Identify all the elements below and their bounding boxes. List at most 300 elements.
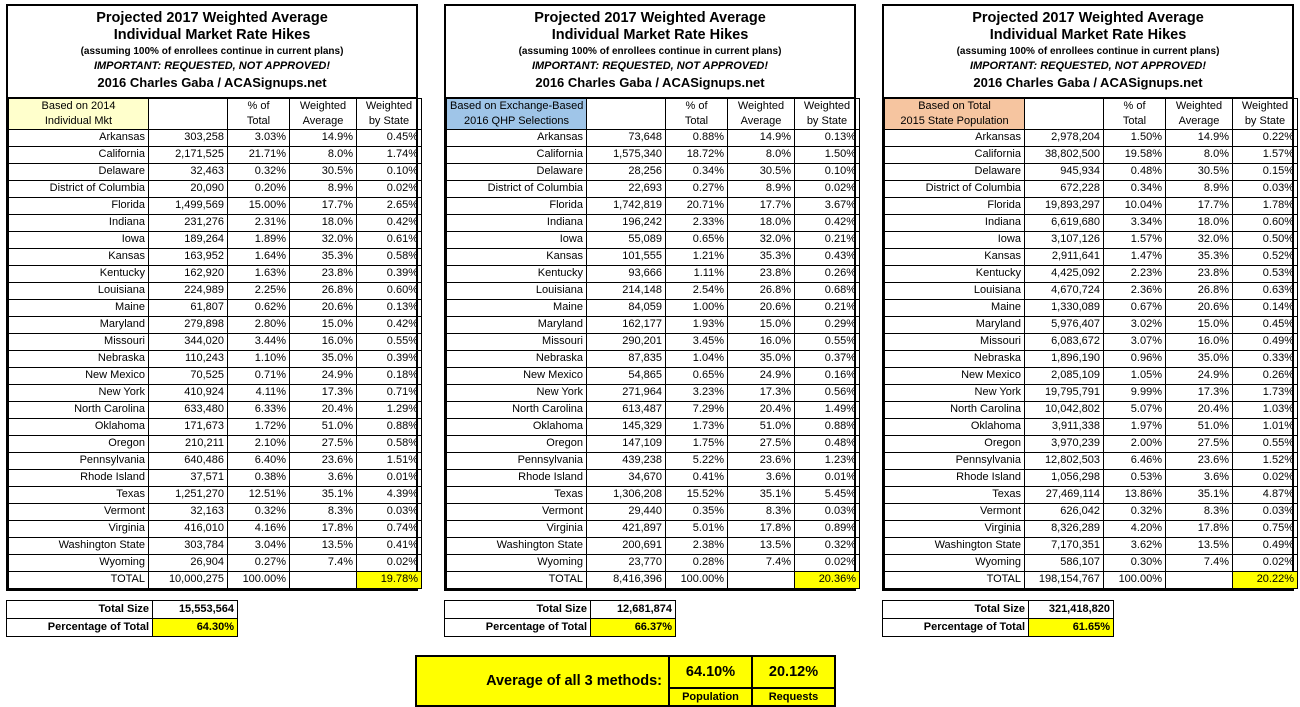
row-weighted-by-state: 1.51% (357, 452, 422, 469)
row-pct-of-total: 2.23% (1104, 265, 1166, 282)
row-enrollees: 271,964 (587, 384, 666, 401)
panel-title (444, 4, 856, 98)
row-state: Texas (885, 486, 1025, 503)
row-weighted-average: 8.0% (290, 146, 357, 163)
row-weighted-by-state: 0.45% (1233, 316, 1298, 333)
row-state: Texas (9, 486, 149, 503)
table-row (9, 486, 422, 503)
table-row (9, 299, 422, 316)
row-weighted-by-state: 0.32% (795, 537, 860, 554)
row-state: California (447, 146, 587, 163)
row-weighted-by-state: 0.22% (1233, 129, 1298, 146)
total-weighted-by-state: 20.22% (1233, 571, 1298, 588)
row-pct-of-total: 0.38% (228, 469, 290, 486)
row-state: Iowa (9, 231, 149, 248)
row-weighted-by-state: 0.61% (357, 231, 422, 248)
row-enrollees: 19,795,791 (1025, 384, 1104, 401)
table-row (9, 248, 422, 265)
row-weighted-by-state: 0.10% (357, 163, 422, 180)
title-line-5: 2016 Charles Gaba / ACASignups.net (535, 75, 765, 91)
total-weighted-by-state: 19.78% (357, 571, 422, 588)
row-pct-of-total: 1.05% (1104, 367, 1166, 384)
row-weighted-average: 13.5% (1166, 537, 1233, 554)
row-pct-of-total: 1.93% (666, 316, 728, 333)
row-pct-of-total: 1.04% (666, 350, 728, 367)
row-pct-of-total: 0.65% (666, 367, 728, 384)
table-row (9, 163, 422, 180)
table-row (9, 231, 422, 248)
row-weighted-average: 35.1% (290, 486, 357, 503)
row-weighted-average: 15.0% (1166, 316, 1233, 333)
row-pct-of-total: 1.10% (228, 350, 290, 367)
row-enrollees: 1,306,208 (587, 486, 666, 503)
row-pct-of-total: 0.35% (666, 503, 728, 520)
data-table (8, 98, 422, 589)
row-weighted-by-state: 0.60% (357, 282, 422, 299)
total-enrollees: 8,416,396 (587, 571, 666, 588)
row-enrollees: 640,486 (149, 452, 228, 469)
table-total-row (885, 571, 1298, 588)
row-pct-of-total: 0.34% (1104, 180, 1166, 197)
row-pct-of-total: 0.71% (228, 367, 290, 384)
row-enrollees: 2,911,641 (1025, 248, 1104, 265)
row-weighted-average: 35.0% (1166, 350, 1233, 367)
row-weighted-by-state: 0.26% (1233, 367, 1298, 384)
row-enrollees: 12,802,503 (1025, 452, 1104, 469)
row-pct-of-total: 0.48% (1104, 163, 1166, 180)
row-enrollees: 171,673 (149, 418, 228, 435)
table-row (9, 435, 422, 452)
row-pct-of-total: 1.64% (228, 248, 290, 265)
row-pct-of-total: 6.33% (228, 401, 290, 418)
row-weighted-average: 30.5% (728, 163, 795, 180)
header-enrollees (149, 98, 228, 129)
table-row (885, 146, 1298, 163)
row-weighted-average: 8.3% (290, 503, 357, 520)
row-weighted-by-state: 1.01% (1233, 418, 1298, 435)
row-pct-of-total: 4.20% (1104, 520, 1166, 537)
row-weighted-by-state: 0.74% (357, 520, 422, 537)
title-line-1: Projected 2017 Weighted Average (96, 10, 328, 26)
row-weighted-by-state: 1.74% (357, 146, 422, 163)
row-pct-of-total: 1.73% (666, 418, 728, 435)
row-weighted-by-state: 0.55% (795, 333, 860, 350)
row-enrollees: 231,276 (149, 214, 228, 231)
row-state: Nebraska (885, 350, 1025, 367)
row-state: Delaware (885, 163, 1025, 180)
row-state: New York (447, 384, 587, 401)
total-weighted-by-state: 20.36% (795, 571, 860, 588)
row-pct-of-total: 7.29% (666, 401, 728, 418)
table-row (9, 197, 422, 214)
table-row (9, 129, 422, 146)
title-line-3: (assuming 100% of enrollees continue in current plans) (80, 46, 344, 58)
total-label: TOTAL (447, 571, 587, 588)
row-pct-of-total: 0.32% (228, 163, 290, 180)
row-state: Indiana (885, 214, 1025, 231)
row-weighted-average: 30.5% (290, 163, 357, 180)
row-weighted-average: 26.8% (290, 282, 357, 299)
row-weighted-by-state: 0.26% (795, 265, 860, 282)
row-state: Kansas (447, 248, 587, 265)
panel-2015-state-population (882, 4, 1294, 637)
summary-row-total-size (445, 600, 676, 618)
title-line-2: Individual Market Rate Hikes (551, 27, 749, 44)
row-weighted-by-state: 0.58% (357, 248, 422, 265)
row-weighted-by-state: 0.55% (1233, 435, 1298, 452)
row-enrollees: 1,330,089 (1025, 299, 1104, 316)
row-weighted-by-state: 0.55% (357, 333, 422, 350)
table-row (885, 299, 1298, 316)
row-weighted-by-state: 0.02% (1233, 554, 1298, 571)
row-weighted-average: 18.0% (728, 214, 795, 231)
row-enrollees: 303,258 (149, 129, 228, 146)
row-weighted-by-state: 1.23% (795, 452, 860, 469)
title-line-1: Projected 2017 Weighted Average (972, 10, 1204, 26)
header-basis: Based on Total 2015 State Population (885, 98, 1025, 129)
header-enrollees (1025, 98, 1104, 129)
row-state: Nebraska (447, 350, 587, 367)
summary-table (444, 600, 676, 637)
row-weighted-average: 15.0% (290, 316, 357, 333)
table-row (885, 401, 1298, 418)
row-state: Missouri (447, 333, 587, 350)
row-state: Virginia (9, 520, 149, 537)
row-weighted-average: 23.8% (290, 265, 357, 282)
row-weighted-average: 20.4% (1166, 401, 1233, 418)
row-enrollees: 61,807 (149, 299, 228, 316)
row-enrollees: 28,256 (587, 163, 666, 180)
table-row (447, 486, 860, 503)
row-enrollees: 38,802,500 (1025, 146, 1104, 163)
row-weighted-average: 20.4% (728, 401, 795, 418)
row-state: Delaware (9, 163, 149, 180)
row-state: Vermont (447, 503, 587, 520)
row-state: Florida (885, 197, 1025, 214)
row-enrollees: 1,499,569 (149, 197, 228, 214)
row-pct-of-total: 0.88% (666, 129, 728, 146)
table-row (447, 197, 860, 214)
row-state: Louisiana (9, 282, 149, 299)
row-weighted-by-state: 0.39% (357, 350, 422, 367)
panel-summary (882, 600, 1294, 637)
row-pct-of-total: 1.89% (228, 231, 290, 248)
footer-sub-requests: Requests (752, 688, 835, 706)
data-table (446, 98, 860, 589)
row-pct-of-total: 0.32% (228, 503, 290, 520)
row-state: Virginia (447, 520, 587, 537)
row-pct-of-total: 3.23% (666, 384, 728, 401)
total-weighted-average (290, 571, 357, 588)
row-pct-of-total: 0.65% (666, 231, 728, 248)
row-weighted-average: 23.6% (290, 452, 357, 469)
table-header-row (447, 98, 860, 129)
summary-table (6, 600, 238, 637)
row-enrollees: 2,171,525 (149, 146, 228, 163)
summary-row-percentage (883, 618, 1114, 636)
row-state: Kentucky (447, 265, 587, 282)
row-weighted-average: 3.6% (290, 469, 357, 486)
row-weighted-by-state: 0.18% (357, 367, 422, 384)
percentage-of-total-value: 66.37% (591, 618, 676, 636)
row-weighted-average: 20.6% (290, 299, 357, 316)
row-weighted-by-state: 0.63% (1233, 282, 1298, 299)
row-pct-of-total: 15.00% (228, 197, 290, 214)
percentage-of-total-label: Percentage of Total (883, 618, 1029, 636)
title-line-4: IMPORTANT: REQUESTED, NOT APPROVED! (93, 60, 331, 73)
row-enrollees: 37,571 (149, 469, 228, 486)
row-enrollees: 29,440 (587, 503, 666, 520)
row-weighted-average: 7.4% (728, 554, 795, 571)
table-row (885, 214, 1298, 231)
table-row (885, 503, 1298, 520)
row-pct-of-total: 0.41% (666, 469, 728, 486)
row-weighted-by-state: 5.45% (795, 486, 860, 503)
row-pct-of-total: 15.52% (666, 486, 728, 503)
row-weighted-average: 8.3% (728, 503, 795, 520)
table-row (885, 129, 1298, 146)
row-weighted-by-state: 0.02% (357, 554, 422, 571)
row-state: Washington State (885, 537, 1025, 554)
row-weighted-average: 20.4% (290, 401, 357, 418)
total-label: TOTAL (9, 571, 149, 588)
row-weighted-average: 17.3% (728, 384, 795, 401)
row-state: Iowa (885, 231, 1025, 248)
row-state: Arkansas (447, 129, 587, 146)
row-state: Oregon (9, 435, 149, 452)
row-state: Indiana (447, 214, 587, 231)
title-line-1: Projected 2017 Weighted Average (534, 10, 766, 26)
row-weighted-average: 8.0% (1166, 146, 1233, 163)
row-enrollees: 70,525 (149, 367, 228, 384)
row-state: Oklahoma (447, 418, 587, 435)
row-enrollees: 1,251,270 (149, 486, 228, 503)
table-row (885, 265, 1298, 282)
row-weighted-by-state: 0.03% (795, 503, 860, 520)
row-enrollees: 214,148 (587, 282, 666, 299)
total-label: TOTAL (885, 571, 1025, 588)
row-weighted-by-state: 0.10% (795, 163, 860, 180)
row-state: New Mexico (447, 367, 587, 384)
row-weighted-by-state: 0.75% (1233, 520, 1298, 537)
row-weighted-average: 24.9% (728, 367, 795, 384)
row-pct-of-total: 1.72% (228, 418, 290, 435)
row-state: Pennsylvania (447, 452, 587, 469)
row-enrollees: 421,897 (587, 520, 666, 537)
row-pct-of-total: 2.00% (1104, 435, 1166, 452)
row-pct-of-total: 13.86% (1104, 486, 1166, 503)
table-row (447, 418, 860, 435)
row-pct-of-total: 2.25% (228, 282, 290, 299)
title-line-5: 2016 Charles Gaba / ACASignups.net (973, 75, 1203, 91)
row-weighted-by-state: 0.89% (795, 520, 860, 537)
row-pct-of-total: 10.04% (1104, 197, 1166, 214)
table-row (9, 452, 422, 469)
row-weighted-by-state: 0.02% (795, 554, 860, 571)
table-row (447, 384, 860, 401)
row-enrollees: 189,264 (149, 231, 228, 248)
row-weighted-by-state: 0.53% (1233, 265, 1298, 282)
table-row (447, 163, 860, 180)
row-weighted-by-state: 0.13% (795, 129, 860, 146)
table-row (9, 469, 422, 486)
row-state: Iowa (447, 231, 587, 248)
row-enrollees: 633,480 (149, 401, 228, 418)
table-row (885, 350, 1298, 367)
row-weighted-by-state: 0.01% (795, 469, 860, 486)
row-weighted-by-state: 1.73% (1233, 384, 1298, 401)
row-weighted-by-state: 0.16% (795, 367, 860, 384)
title-line-4: IMPORTANT: REQUESTED, NOT APPROVED! (531, 60, 769, 73)
row-enrollees: 1,896,190 (1025, 350, 1104, 367)
row-weighted-by-state: 0.02% (357, 180, 422, 197)
table-row (447, 350, 860, 367)
table-row (447, 333, 860, 350)
summary-row-total-size (7, 600, 238, 618)
table-row (885, 554, 1298, 571)
row-weighted-average: 35.1% (1166, 486, 1233, 503)
table-row (9, 180, 422, 197)
row-weighted-by-state: 0.01% (357, 469, 422, 486)
row-pct-of-total: 20.71% (666, 197, 728, 214)
row-enrollees: 1,575,340 (587, 146, 666, 163)
row-weighted-average: 14.9% (290, 129, 357, 146)
average-of-all-methods-box (415, 655, 836, 707)
row-weighted-average: 8.9% (1166, 180, 1233, 197)
row-state: Oregon (885, 435, 1025, 452)
row-enrollees: 196,242 (587, 214, 666, 231)
row-weighted-average: 51.0% (290, 418, 357, 435)
table-row (885, 316, 1298, 333)
row-enrollees: 6,083,672 (1025, 333, 1104, 350)
row-enrollees: 586,107 (1025, 554, 1104, 571)
table-row (885, 231, 1298, 248)
row-weighted-average: 35.1% (728, 486, 795, 503)
row-state: Rhode Island (447, 469, 587, 486)
table-row (9, 537, 422, 554)
table-row (447, 469, 860, 486)
row-pct-of-total: 2.31% (228, 214, 290, 231)
row-state: Maryland (447, 316, 587, 333)
row-weighted-average: 27.5% (1166, 435, 1233, 452)
data-table (884, 98, 1298, 589)
table-row (9, 401, 422, 418)
row-weighted-average: 8.9% (290, 180, 357, 197)
row-weighted-average: 17.8% (728, 520, 795, 537)
row-weighted-by-state: 1.49% (795, 401, 860, 418)
row-enrollees: 3,107,126 (1025, 231, 1104, 248)
footer-value-requests: 20.12% (752, 656, 835, 688)
row-enrollees: 4,670,724 (1025, 282, 1104, 299)
row-weighted-average: 8.0% (728, 146, 795, 163)
row-pct-of-total: 0.67% (1104, 299, 1166, 316)
row-pct-of-total: 1.50% (1104, 129, 1166, 146)
row-weighted-average: 13.5% (290, 537, 357, 554)
row-pct-of-total: 0.53% (1104, 469, 1166, 486)
row-pct-of-total: 3.03% (228, 129, 290, 146)
table-row (447, 503, 860, 520)
row-enrollees: 200,691 (587, 537, 666, 554)
row-weighted-by-state: 0.21% (795, 231, 860, 248)
row-pct-of-total: 1.11% (666, 265, 728, 282)
row-weighted-average: 27.5% (290, 435, 357, 452)
row-enrollees: 73,648 (587, 129, 666, 146)
row-weighted-by-state: 0.14% (1233, 299, 1298, 316)
row-enrollees: 34,670 (587, 469, 666, 486)
row-state: Maryland (9, 316, 149, 333)
row-enrollees: 101,555 (587, 248, 666, 265)
percentage-of-total-value: 64.30% (153, 618, 238, 636)
table-row (9, 384, 422, 401)
row-pct-of-total: 0.27% (666, 180, 728, 197)
row-weighted-by-state: 1.78% (1233, 197, 1298, 214)
table-row (885, 384, 1298, 401)
table-row (447, 452, 860, 469)
panel-summary (6, 600, 418, 637)
row-weighted-by-state: 0.33% (1233, 350, 1298, 367)
row-enrollees: 27,469,114 (1025, 486, 1104, 503)
row-pct-of-total: 3.04% (228, 537, 290, 554)
row-weighted-average: 23.8% (1166, 265, 1233, 282)
header-weighted-by-state: Weighted by State (1233, 98, 1298, 129)
table-body-panel-3 (885, 129, 1298, 571)
row-state: Virginia (885, 520, 1025, 537)
row-state: New York (885, 384, 1025, 401)
row-weighted-by-state: 4.39% (357, 486, 422, 503)
table-row (447, 367, 860, 384)
row-enrollees: 162,920 (149, 265, 228, 282)
row-state: Louisiana (885, 282, 1025, 299)
table-row (9, 265, 422, 282)
row-state: North Carolina (885, 401, 1025, 418)
row-weighted-average: 16.0% (290, 333, 357, 350)
row-weighted-by-state: 0.13% (357, 299, 422, 316)
header-weighted-average: Weighted Average (1166, 98, 1233, 129)
footer-values-row (416, 656, 835, 688)
row-state: Kansas (9, 248, 149, 265)
summary-row-total-size (883, 600, 1114, 618)
header-weighted-by-state: Weighted by State (795, 98, 860, 129)
row-weighted-average: 18.0% (1166, 214, 1233, 231)
row-state: Maine (447, 299, 587, 316)
table-total-row (9, 571, 422, 588)
row-weighted-by-state: 2.65% (357, 197, 422, 214)
table-row (447, 299, 860, 316)
row-weighted-by-state: 0.49% (1233, 537, 1298, 554)
summary-row-percentage (445, 618, 676, 636)
row-enrollees: 147,109 (587, 435, 666, 452)
row-state: Missouri (885, 333, 1025, 350)
row-pct-of-total: 3.34% (1104, 214, 1166, 231)
row-weighted-by-state: 0.41% (357, 537, 422, 554)
row-pct-of-total: 2.54% (666, 282, 728, 299)
row-pct-of-total: 0.28% (666, 554, 728, 571)
row-weighted-average: 17.7% (1166, 197, 1233, 214)
row-enrollees: 145,329 (587, 418, 666, 435)
row-pct-of-total: 5.22% (666, 452, 728, 469)
row-weighted-average: 24.9% (1166, 367, 1233, 384)
row-weighted-by-state: 1.29% (357, 401, 422, 418)
table-row (447, 180, 860, 197)
row-state: Arkansas (885, 129, 1025, 146)
header-weighted-average: Weighted Average (728, 98, 795, 129)
row-weighted-by-state: 3.67% (795, 197, 860, 214)
row-enrollees: 32,463 (149, 163, 228, 180)
table-row (885, 180, 1298, 197)
row-enrollees: 224,989 (149, 282, 228, 299)
row-weighted-average: 35.0% (728, 350, 795, 367)
row-pct-of-total: 1.47% (1104, 248, 1166, 265)
